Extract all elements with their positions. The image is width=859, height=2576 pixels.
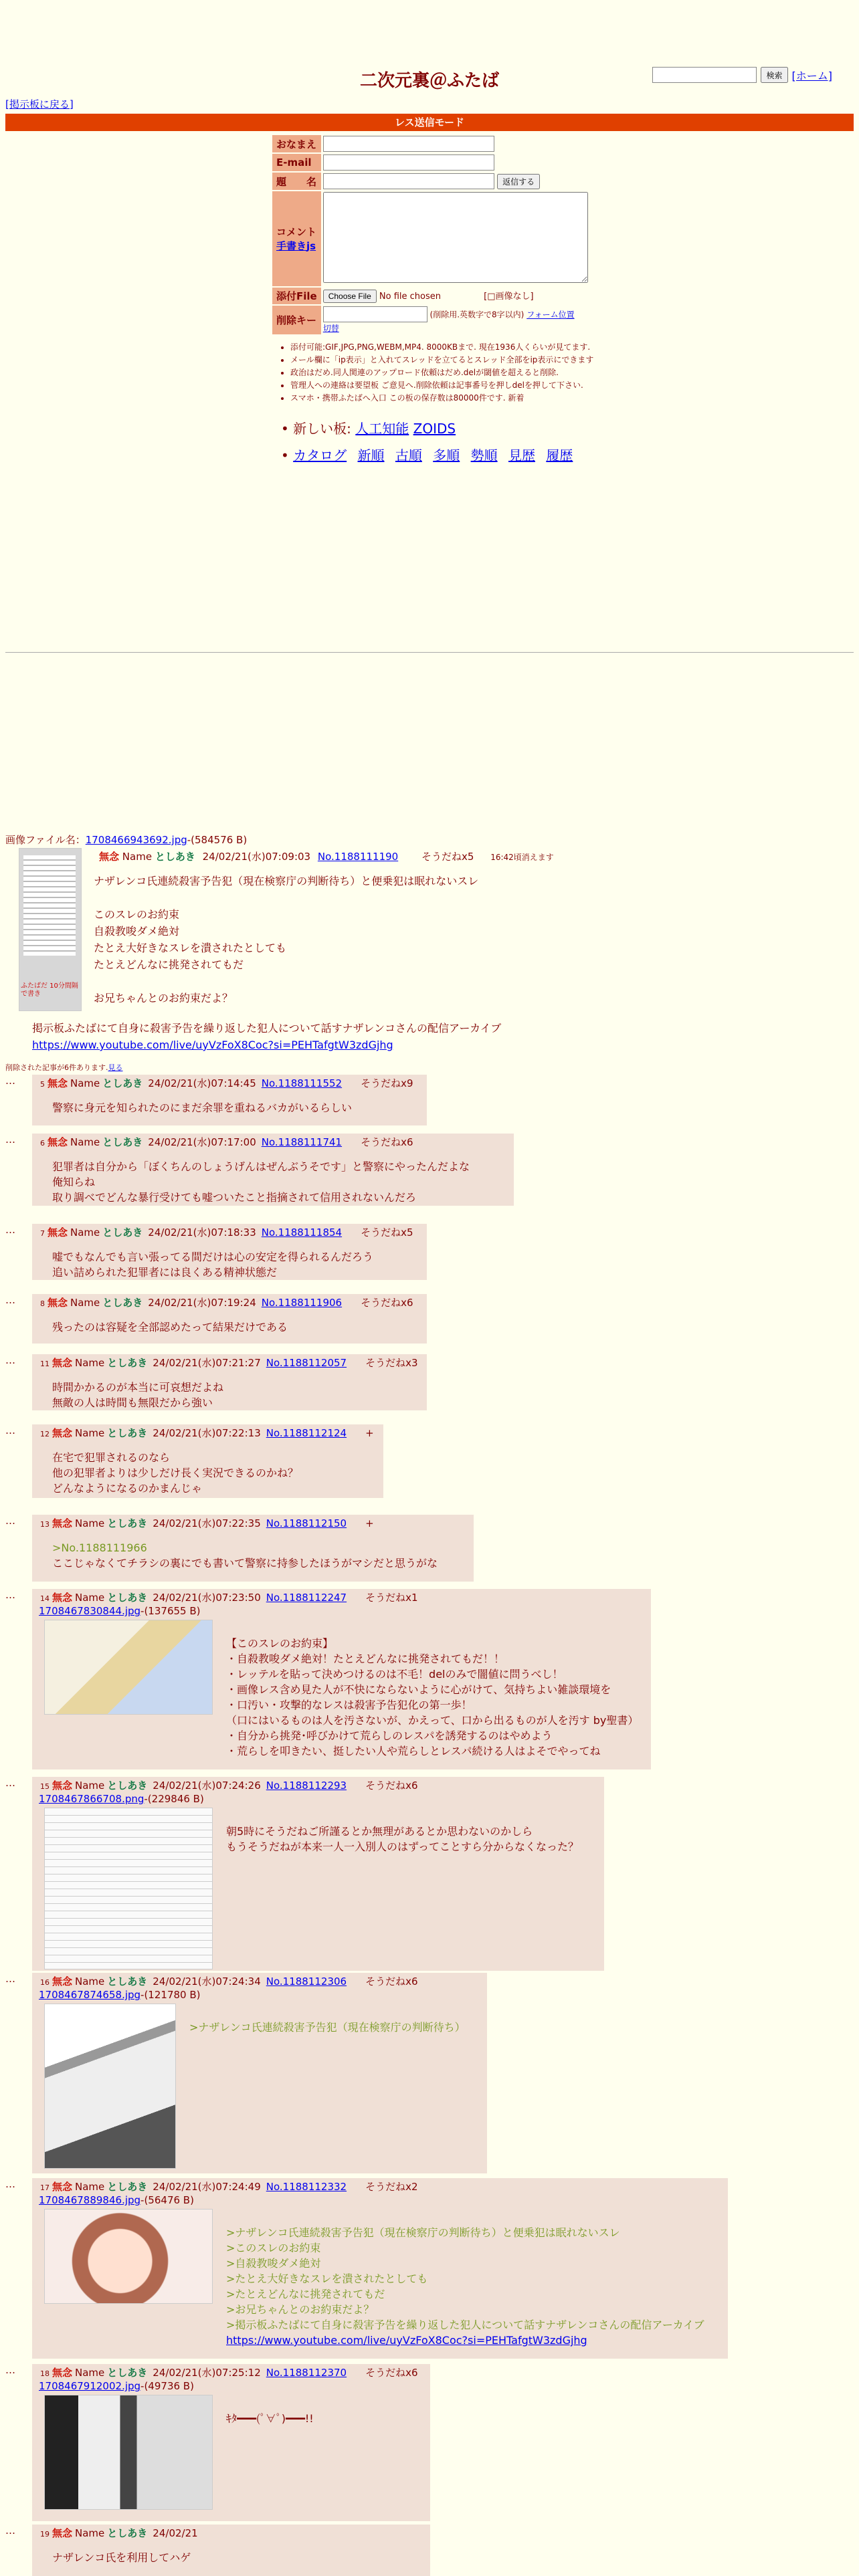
sodane-button[interactable]: + <box>365 1517 374 1529</box>
reply-line: どんなようになるのかまんじゃ <box>52 1482 203 1495</box>
reply-index: 14 <box>40 1594 50 1603</box>
reply-thumbnail[interactable] <box>44 2209 213 2304</box>
reply-name: としあき <box>107 1427 148 1439</box>
reply-line: 警察に身元を知られたのにまだ余罪を重ねるバカがいるらしい <box>52 1101 353 1114</box>
sodane-button[interactable]: そうだねx5 <box>361 1226 413 1239</box>
reply-number-link[interactable]: No.1188112332 <box>266 2181 347 2193</box>
op-header <box>99 849 554 863</box>
reply-header <box>40 1295 413 1309</box>
reply-subject: 無念 <box>52 2367 73 2379</box>
name-label: Name <box>75 1780 105 1792</box>
reply-body <box>52 1380 223 1410</box>
reply-file-size: -(121780 B) <box>140 1989 201 2001</box>
reply-post <box>32 1424 383 1498</box>
no-image-checkbox[interactable]: [□画像なし] <box>484 292 534 302</box>
email-label: E-mail <box>272 154 321 171</box>
reply-subject: 無念 <box>47 1226 68 1239</box>
reply-name: としあき <box>107 1357 148 1369</box>
op-line: たとえ大好きなスレを潰されたとしても <box>94 942 287 954</box>
op-body <box>94 873 478 1006</box>
reply-file-size: -(229846 B) <box>144 1793 204 1805</box>
sodane-button[interactable]: そうだねx6 <box>365 2367 418 2379</box>
reply-header <box>40 2526 198 2540</box>
reply-prefix: … <box>5 2178 15 2190</box>
reply-subject: 無念 <box>52 2181 73 2193</box>
reply-date: 24/02/21(水)07:17:00 <box>148 1136 256 1148</box>
reply-body <box>226 1824 579 1854</box>
reply-number-link[interactable]: No.1188112247 <box>266 1592 347 1604</box>
op-line: たとえどんなに挑発されてもだ <box>94 958 244 971</box>
op-line: このスレのお約束 <box>94 908 180 921</box>
reply-file-info <box>39 2380 194 2392</box>
reply-line: 時間かかるのが本当に可哀想だよね <box>52 1381 224 1394</box>
handwrite-link[interactable] <box>276 240 316 252</box>
sodane-button[interactable]: + <box>365 1427 374 1439</box>
back-to-board-link[interactable]: [掲示板に戻る] <box>5 98 74 110</box>
reply-file-link[interactable]: 1708467866708.png <box>39 1793 145 1805</box>
reply-index: 12 <box>40 1430 50 1438</box>
reply-line: ここじゃなくてチラシの裏にでも書いて警察に持参したほうがマシだと思うがな <box>52 1557 438 1570</box>
reply-prefix: … <box>5 1515 15 1527</box>
reply-number-link[interactable]: No.1188111552 <box>261 1077 343 1089</box>
reply-quote-line: >ナザレンコ氏連続殺害予告犯（現在検察庁の判断待ち）と便乗犯は眠れないスレ <box>226 2226 620 2239</box>
reply-post <box>32 1354 427 1410</box>
op-line: お兄ちゃんとのお約束だよ？ <box>94 992 233 1004</box>
reply-prefix: … <box>5 1424 15 1436</box>
reply-quote-line: >No.1188111966 <box>52 1541 147 1554</box>
reply-index: 11 <box>40 1360 50 1368</box>
op-name: としあき <box>155 851 195 863</box>
reply-index: 16 <box>40 1978 50 1987</box>
home-link[interactable]: [ホーム] <box>791 69 832 82</box>
reply-body <box>52 1450 298 1496</box>
reply-line: 犯罪者は自分から「ぼくちんのしょうげんはぜんぶうそです」と警察にやったんだよな <box>52 1160 470 1173</box>
reply-post <box>32 1224 427 1280</box>
reply-index: 13 <box>40 1520 50 1529</box>
reply-date: 24/02/21(水)07:25:12 <box>153 2367 261 2379</box>
op-date: 24/02/21(水)07:09:03 <box>202 851 311 863</box>
reply-date: 24/02/21 <box>153 2527 198 2539</box>
reply-body <box>52 1540 438 1571</box>
reply-header <box>40 1076 413 1090</box>
reply-date: 24/02/21(水)07:24:34 <box>153 1975 261 1988</box>
op-expire: 16:42頃消えます <box>490 853 554 862</box>
reply-thumbnail[interactable] <box>44 1808 213 1969</box>
reply-quote-line: >たとえどんなに挑発されてもだ <box>226 2288 385 2300</box>
reply-prefix: … <box>5 1294 15 1306</box>
new-boards-label: 新しい板: <box>293 421 356 437</box>
sodane-button[interactable]: そうだねx6 <box>365 1975 418 1988</box>
op-body-extra <box>32 1020 501 1053</box>
name-label: おなまえ <box>272 135 321 152</box>
reply-body <box>52 2550 191 2565</box>
comment-label-cell <box>272 191 321 286</box>
top-search <box>652 67 832 83</box>
reply-line: 残ったのは容疑を全部認めたって結果だけである <box>52 1321 288 1333</box>
reply-line: 俺知らね <box>52 1176 96 1188</box>
reply-subject: 無念 <box>52 1427 73 1439</box>
reply-name: としあき <box>102 1077 143 1089</box>
delete-key-label: 削除キー <box>272 306 321 334</box>
reply-thumbnail[interactable] <box>44 2004 176 2169</box>
op-number-link[interactable]: No.1188111190 <box>317 851 399 863</box>
reply-date: 24/02/21(水)07:22:35 <box>153 1517 261 1529</box>
reply-number-link[interactable]: No.1188112370 <box>266 2367 347 2379</box>
reply-number-link[interactable]: No.1188111854 <box>261 1226 343 1239</box>
reply-post <box>32 1973 487 2173</box>
subject-field[interactable] <box>323 173 494 189</box>
reply-post <box>32 1515 474 1582</box>
nav-most[interactable]: 多順 <box>433 447 460 463</box>
reply-name: としあき <box>107 2181 148 2193</box>
rule-item: • メール欄に「ip表示」と入れてスレッドを立てるとスレッド全部をip表示にできます <box>290 354 593 366</box>
reply-header <box>40 1516 374 1530</box>
reply-quote-line: >掲示板ふたばにて自身に殺害予告を繰り返した犯人について話すナザレンコさんの配信アーカイブ <box>226 2319 704 2331</box>
nav-momentum[interactable]: 勢順 <box>470 447 498 463</box>
reply-header <box>40 1356 418 1370</box>
reply-file-link[interactable]: 1708467889846.jpg <box>39 2194 141 2206</box>
reply-line: 嘘でもなんでも言い張ってる間だけは心の安定を得られるんだろう <box>52 1251 374 1263</box>
handwrite-link-text: 手書き <box>276 240 307 252</box>
op-file-info <box>5 833 247 847</box>
sodane-button[interactable]: そうだねx6 <box>361 1136 413 1148</box>
reply-line: ｷﾀ━━━(ﾟ∀ﾟ)━━━!! <box>226 2412 314 2425</box>
reply-post <box>32 1134 514 1206</box>
name-label: Name <box>75 1517 105 1529</box>
name-label: Name <box>75 1975 105 1988</box>
sodane-button[interactable]: そうだねx6 <box>365 1780 418 1792</box>
file-size: -(584576 B) <box>187 834 248 846</box>
reply-post <box>32 1294 427 1344</box>
reply-number-link[interactable]: No.1188112150 <box>266 1517 347 1529</box>
reply-name: としあき <box>102 1136 143 1148</box>
reply-header <box>40 1974 418 1988</box>
sodane-button[interactable]: そうだねx2 <box>365 2181 418 2193</box>
reply-date: 24/02/21(水)07:23:50 <box>153 1592 261 1604</box>
nav-history[interactable]: 履歴 <box>546 447 573 463</box>
reply-post <box>32 2178 728 2359</box>
sodane-button[interactable]: そうだねx3 <box>365 1357 418 1369</box>
rule-item: • 管理人への連絡は要望板 ご意見へ.削除依頼は記事番号を押しdelを押して下さい. <box>290 379 593 392</box>
rule-item: • 添付可能:GIF,JPG,PNG,WEBM,MP4. 8000KBまで. 現在1936人くらいが見てます. <box>290 341 593 354</box>
reply-name: としあき <box>107 1592 148 1604</box>
reply-post <box>32 1075 427 1125</box>
reply-file-info <box>39 2194 194 2206</box>
reply-date: 24/02/21(水)07:24:26 <box>153 1780 261 1792</box>
reply-index: 8 <box>40 1299 45 1308</box>
reply-name: としあき <box>107 1517 148 1529</box>
name-label: Name <box>75 1592 105 1604</box>
reply-name: としあき <box>107 2527 148 2539</box>
op-line: ナザレンコ氏連続殺害予告犯（現在検察庁の判断待ち）と便乗犯は眠れないスレ <box>94 875 479 887</box>
reply-body <box>226 2225 704 2348</box>
op-line: 自殺教唆ダメ絶対 <box>94 925 180 938</box>
reply-quote-line: >自殺教唆ダメ絶対 <box>226 2257 321 2270</box>
deleted-notice-text: 削除された記事が6件あります. <box>5 1063 108 1072</box>
thumb-caption: ふたばだ 10分間隔 で書き <box>21 982 78 998</box>
op-subject: 無念 <box>99 851 120 863</box>
deleted-notice <box>5 1062 123 1073</box>
reply-name: としあき <box>102 1297 143 1309</box>
nav-oldest[interactable]: 古順 <box>395 447 422 463</box>
reply-number-link[interactable]: No.1188111741 <box>261 1136 343 1148</box>
reply-quote-line: >たとえ大好きなスレを潰されたとしても <box>226 2272 428 2285</box>
name-label: Name <box>75 1357 105 1369</box>
board-rules <box>281 341 593 405</box>
reply-header <box>40 1778 418 1792</box>
name-label: Name <box>75 2527 105 2539</box>
nav-viewed-history[interactable]: 見歴 <box>508 447 535 463</box>
switch-link[interactable]: 切替 <box>322 324 339 333</box>
reply-subject: 無念 <box>52 1592 73 1604</box>
reply-file-size: -(49736 B) <box>140 2380 194 2392</box>
reply-youtube-link[interactable]: https://www.youtube.com/live/uyVzFoX8Coc?si=PEHTafgtW3zdGjhg <box>226 2334 587 2347</box>
rule-item: • スマホ・携帯ふたばへ入口 この板の保存数は80000件です. 新着 <box>290 392 593 405</box>
reply-subject: 無念 <box>47 1297 68 1309</box>
reply-line: もうそうだねが本来一人一入別人のはずってことすら分からなくなった？ <box>226 1840 579 1853</box>
thumb-text-lines <box>23 855 76 956</box>
reply-mode-bar: レス送信モード <box>5 114 854 131</box>
reply-thumbnail[interactable] <box>44 2395 213 2510</box>
comment-label: コメント <box>276 226 317 238</box>
reply-date: 24/02/21(水)07:22:13 <box>153 1427 261 1439</box>
sodane-button[interactable]: そうだねx6 <box>361 1297 413 1309</box>
form-position-link[interactable]: フォーム位置 <box>527 310 575 320</box>
reply-line: 朝5時にそうだねご所謹るとか無理があるとか思わないのかしら <box>226 1825 533 1838</box>
search-input[interactable] <box>652 67 757 83</box>
reply-file-link[interactable]: 1708467912002.jpg <box>39 2380 141 2392</box>
reply-line: 取り調べでどんな暴行受けても嘘ついたこと指摘されて信用されないんだろ <box>52 1191 417 1204</box>
op-line <box>94 973 478 990</box>
op-thumbnail[interactable] <box>19 848 82 1011</box>
reply-file-size: -(137655 B) <box>140 1605 201 1617</box>
reply-prefix: … <box>5 1075 15 1087</box>
delete-key-field[interactable] <box>323 306 427 322</box>
new-boards: • 新しい板: 人工知能 ZOIDS <box>281 421 456 437</box>
reply-subject: 無念 <box>52 1975 73 1988</box>
sodane-button[interactable]: そうだねx1 <box>365 1592 418 1604</box>
nav-catalog[interactable]: カタログ <box>293 447 347 463</box>
reply-quote-line: >お兄ちゃんとのお約束だよ？ <box>226 2303 375 2316</box>
reply-subject: 無念 <box>52 2527 73 2539</box>
reply-header <box>40 2179 418 2193</box>
reply-line: ナザレンコ氏を利用してハゲ <box>52 2551 191 2564</box>
reply-post <box>32 2525 430 2576</box>
choose-file-button[interactable]: Choose File <box>323 290 377 303</box>
reply-file-info <box>39 1989 200 2001</box>
reply-quote-line: >このスレのお約束 <box>226 2242 321 2254</box>
reply-file-link[interactable]: 1708467830844.jpg <box>39 1605 141 1617</box>
name-label: Name <box>75 1427 105 1439</box>
reply-date: 24/02/21(水)07:21:27 <box>153 1357 261 1369</box>
name-label: Name <box>122 851 153 863</box>
reply-number-link[interactable]: No.1188112124 <box>266 1427 347 1439</box>
post-form <box>271 134 590 336</box>
reply-date: 24/02/21(水)07:19:24 <box>148 1297 256 1309</box>
reply-index: 18 <box>40 2369 50 2378</box>
reply-header <box>40 1426 374 1440</box>
reply-line: ・口汚い・攻撃的なレスは殺害予告犯化の第一歩！ <box>226 1699 472 1711</box>
reply-index: 15 <box>40 1782 50 1791</box>
reply-name: としあき <box>107 1780 148 1792</box>
name-label: Name <box>70 1077 100 1089</box>
nav-newest[interactable]: 新順 <box>357 447 385 463</box>
reply-index: 7 <box>40 1229 45 1238</box>
reply-name: としあき <box>102 1226 143 1239</box>
reply-body <box>52 1319 288 1335</box>
reply-number-link[interactable]: No.1188111906 <box>261 1297 343 1309</box>
reply-subject: 無念 <box>52 1517 73 1529</box>
handwrite-js: js <box>306 240 316 252</box>
reply-body <box>226 1636 638 1759</box>
sodane-button[interactable]: そうだねx9 <box>361 1077 413 1089</box>
reply-date: 24/02/21(水)07:18:33 <box>148 1226 256 1239</box>
reply-name: としあき <box>107 2367 148 2379</box>
name-label: Name <box>70 1136 100 1148</box>
reply-number-link[interactable]: No.1188112293 <box>266 1780 347 1792</box>
reply-thumbnail[interactable] <box>44 1620 213 1715</box>
comment-textarea[interactable] <box>323 192 588 283</box>
reply-index: 5 <box>40 1080 45 1089</box>
reply-number-link[interactable]: No.1188112306 <box>266 1975 347 1988</box>
file-label: 添付File <box>272 288 321 304</box>
reply-line: 無敵の人は時間も無限だから強い <box>52 1396 213 1409</box>
reply-body <box>52 1159 470 1205</box>
no-file-text: No file chosen <box>379 292 441 302</box>
reply-date: 24/02/21(水)07:14:45 <box>148 1077 256 1089</box>
rule-item: • 政治はだめ.同人関連のアップロード依頼はだめ.delが閾値を超えると削除. <box>290 366 593 379</box>
board-link-zoids[interactable]: ZOIDS <box>413 421 456 437</box>
reply-prefix: … <box>5 2525 15 2537</box>
site-title: 二次元裏＠ふたば <box>359 71 499 91</box>
reply-index: 19 <box>40 2530 50 2539</box>
op-line: 掲示板ふたばにて自身に殺害予告を繰り返した犯人について話すナザレンコさんの配信アーカイブ <box>32 1022 502 1035</box>
name-label: Name <box>70 1226 100 1239</box>
delete-key-note: (削除用.英数字で8字以内) <box>430 310 524 320</box>
reply-header <box>40 2365 418 2379</box>
reply-line: ・自分から挑発･呼びかけて荒らしのレスパを誘発するのはやめよう <box>226 1729 553 1742</box>
reply-index: 6 <box>40 1139 45 1148</box>
subject-label: 題 名 <box>272 173 321 190</box>
name-label: Name <box>75 2181 105 2193</box>
reply-file-size: -(56476 B) <box>140 2194 194 2206</box>
email-field[interactable] <box>323 154 494 171</box>
reply-file-link[interactable]: 1708467874658.jpg <box>39 1989 141 2001</box>
reply-line: 【このスレのお約束】 <box>226 1637 334 1650</box>
divider <box>5 652 854 653</box>
reply-prefix: … <box>5 1354 15 1366</box>
reply-line: ・画像レス含め見た人が不快にならないように心がけて、気持ちよい雑談環境を <box>226 1683 611 1696</box>
reply-post <box>32 1777 604 1971</box>
reply-name: としあき <box>107 1975 148 1988</box>
reply-file-info <box>39 1793 204 1805</box>
reply-date: 24/02/21(水)07:24:49 <box>153 2181 261 2193</box>
show-deleted-link[interactable]: 見る <box>108 1063 123 1072</box>
reply-index: 17 <box>40 2183 50 2192</box>
reply-subject: 無念 <box>47 1077 68 1089</box>
reply-number-link[interactable]: No.1188112057 <box>266 1357 347 1369</box>
reply-line: ・荒らしを叩きたい、挺したい人や荒らしとレスパ続ける人はよそでやってね <box>226 1745 601 1757</box>
reply-prefix: … <box>5 1973 15 1985</box>
op-file-link[interactable]: 1708466943692.jpg <box>85 834 187 846</box>
reply-subject: 無念 <box>47 1136 68 1148</box>
name-label: Name <box>75 2367 105 2379</box>
reply-line: ・レッテルを貼って決めつけるのは不毛！delのみで闇値に問うべし！ <box>226 1668 563 1681</box>
reply-line: （口にはいるものは人を汚さないが、かえって、口から出るものが人を汚す by聖書） <box>226 1714 639 1727</box>
reply-subject: 無念 <box>52 1780 73 1792</box>
reply-prefix: … <box>5 1589 15 1601</box>
op-youtube-link[interactable]: https://www.youtube.com/live/uyVzFoX8Coc?si=PEHTafgtW3zdGjhg <box>32 1039 393 1051</box>
reply-body <box>189 2020 466 2035</box>
file-label: 画像ファイル名： <box>5 834 86 846</box>
reply-prefix: … <box>5 1134 15 1146</box>
reply-file-info <box>39 1605 200 1617</box>
reply-body <box>226 2411 314 2426</box>
search-button[interactable]: 検索 <box>761 67 787 83</box>
reply-body <box>52 1100 352 1115</box>
reply-line: 在宅で犯罪されるのなら <box>52 1451 171 1464</box>
reply-header <box>40 1225 413 1239</box>
reply-header <box>40 1590 418 1604</box>
reply-prefix: … <box>5 1777 15 1789</box>
reply-line: ・自殺教唆ダメ絶対！たとえどんなに挑発されてもだ！！ <box>226 1652 505 1665</box>
sort-nav: • カタログ 新順 古順 多順 勢順 見歴 履歴 <box>281 447 573 463</box>
submit-reply-button[interactable]: 返信する <box>497 174 540 189</box>
reply-prefix: … <box>5 2364 15 2376</box>
reply-subject: 無念 <box>52 1357 73 1369</box>
board-link-ai[interactable]: 人工知能 <box>355 421 409 437</box>
reply-prefix: … <box>5 1224 15 1236</box>
reply-body <box>52 1249 373 1280</box>
reply-line: 他の犯罪者よりは少しだけ長く実況できるのかね？ <box>52 1467 299 1479</box>
name-label: Name <box>70 1297 100 1309</box>
reply-line: 追い詰められた犯罪者には良くある精神状態だ <box>52 1266 278 1279</box>
name-field[interactable] <box>323 136 494 152</box>
op-line <box>94 889 478 906</box>
reply-post <box>32 2364 430 2521</box>
reply-header <box>40 1135 413 1149</box>
op-sodane[interactable]: そうだねx5 <box>421 851 474 863</box>
reply-quote-line: >ナザレンコ氏連続殺害予告犯（現在検察庁の判断待ち） <box>189 2021 466 2034</box>
reply-post <box>32 1589 651 1769</box>
